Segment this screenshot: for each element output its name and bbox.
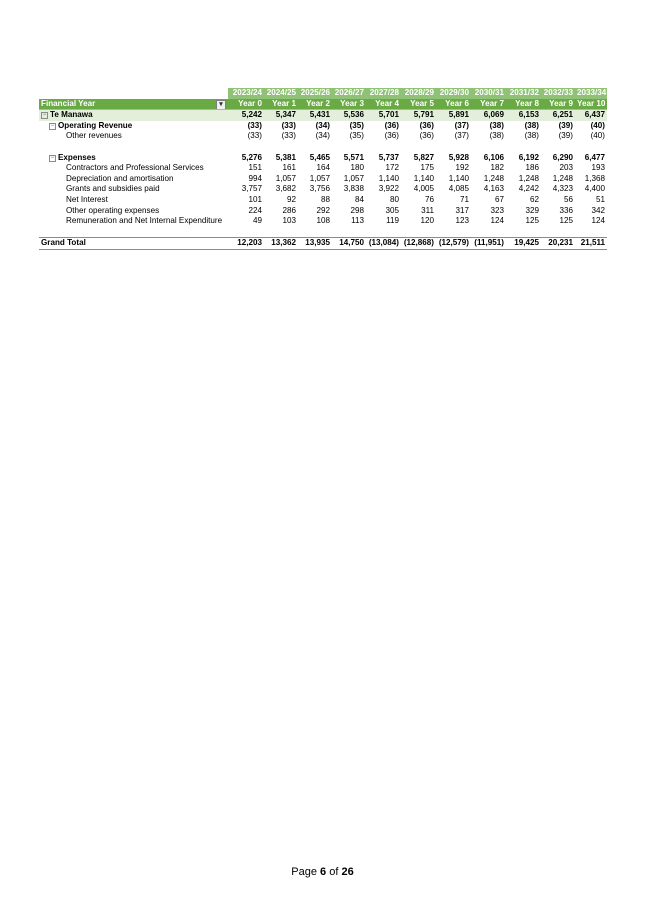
value-cell: (35) xyxy=(349,120,364,130)
value-cell: 92 xyxy=(286,194,296,204)
year-label: Year 5 xyxy=(401,99,436,110)
value-cell: 161 xyxy=(282,163,296,173)
year-label: Year 4 xyxy=(366,99,401,110)
spacer-row xyxy=(39,227,607,238)
value-cell: 298 xyxy=(350,205,364,215)
value-cell: 101 xyxy=(248,194,262,204)
page-total: 26 xyxy=(341,866,354,878)
value-cell: 180 xyxy=(350,163,364,173)
value-cell: 4,242 xyxy=(518,184,539,194)
value-cell: 4,400 xyxy=(584,184,605,194)
value-cell: 76 xyxy=(424,194,434,204)
row-label: Grants and subsidies paid xyxy=(66,184,160,194)
value-cell: 292 xyxy=(316,205,330,215)
value-cell: 3,756 xyxy=(309,184,330,194)
value-cell: 175 xyxy=(420,163,434,173)
value-cell: 6,477 xyxy=(584,152,605,162)
collapse-icon[interactable]: − xyxy=(50,154,55,161)
value-cell: 5,465 xyxy=(309,152,330,162)
value-cell: (39) xyxy=(558,131,573,141)
value-cell: 5,827 xyxy=(413,152,434,162)
collapse-icon[interactable]: − xyxy=(50,122,55,129)
value-cell: 119 xyxy=(386,216,399,226)
year-header: 2025/26 xyxy=(298,88,332,99)
value-cell: 317 xyxy=(455,205,469,215)
value-cell: 108 xyxy=(316,216,330,226)
value-cell: 14,750 xyxy=(332,238,366,250)
value-cell: 286 xyxy=(282,205,296,215)
year-label: Year 7 xyxy=(471,99,506,110)
value-cell: 5,701 xyxy=(366,110,401,121)
value-cell: 6,437 xyxy=(575,110,607,121)
table-row xyxy=(39,153,607,164)
value-cell: 56 xyxy=(563,194,573,204)
value-cell: 1,368 xyxy=(584,173,605,183)
value-cell: 224 xyxy=(248,205,262,215)
value-cell: 164 xyxy=(316,163,330,173)
value-cell: (11,951) xyxy=(471,238,506,250)
year-header: 2033/34 xyxy=(577,88,607,97)
value-cell: 1,248 xyxy=(518,173,539,183)
value-cell: (37) xyxy=(454,120,469,130)
value-cell: (38) xyxy=(524,120,539,130)
year-label: Year 1 xyxy=(264,99,298,110)
row-label xyxy=(39,110,228,121)
value-cell: (37) xyxy=(454,131,469,141)
value-cell: 4,005 xyxy=(413,184,434,194)
row-label: Remuneration and Net Internal Expenditure xyxy=(66,216,223,226)
value-cell: 1,248 xyxy=(483,173,504,183)
value-cell: 49 xyxy=(252,216,262,226)
value-cell: (13,084) xyxy=(366,238,401,250)
value-cell: 123 xyxy=(455,216,469,226)
value-cell: 113 xyxy=(351,216,364,226)
value-cell: (34) xyxy=(315,120,330,130)
value-cell: 305 xyxy=(385,205,399,215)
value-cell: 88 xyxy=(320,194,330,204)
spacer-row xyxy=(39,142,607,153)
table-row xyxy=(39,195,607,206)
value-cell: (38) xyxy=(489,120,504,130)
value-cell: 1,057 xyxy=(275,173,296,183)
value-cell: 4,163 xyxy=(483,184,504,194)
year-label: Year 0 xyxy=(228,99,264,110)
page-of: of xyxy=(326,866,342,878)
value-cell: 1,057 xyxy=(343,173,364,183)
value-cell: 323 xyxy=(490,205,504,215)
value-cell: 5,891 xyxy=(436,110,471,121)
table-row xyxy=(39,184,607,195)
row-label-text: Expenses xyxy=(58,152,96,162)
value-cell: (35) xyxy=(349,131,364,141)
value-cell: (34) xyxy=(315,131,330,141)
value-cell: 1,140 xyxy=(378,173,399,183)
value-cell: 13,362 xyxy=(264,238,298,250)
value-cell: 125 xyxy=(525,216,539,226)
value-cell: 103 xyxy=(282,216,296,226)
value-cell: 5,791 xyxy=(401,110,436,121)
year-header-row xyxy=(39,88,607,99)
value-cell: 1,140 xyxy=(448,173,469,183)
value-cell: 21,511 xyxy=(575,238,607,250)
value-cell: 3,682 xyxy=(275,184,296,194)
row-label: Other operating expenses xyxy=(66,205,160,215)
filter-sort-icon[interactable]: ▾ xyxy=(216,100,226,110)
value-cell: 329 xyxy=(525,205,539,215)
value-cell: 5,431 xyxy=(298,110,332,121)
year-header: 2026/27 xyxy=(332,88,366,99)
value-cell: (33) xyxy=(281,131,296,141)
value-cell: 3,838 xyxy=(343,184,364,194)
value-cell: 1,057 xyxy=(309,173,330,183)
value-cell: (33) xyxy=(247,131,262,141)
year-label: Year 2 xyxy=(298,99,332,110)
value-cell: 5,928 xyxy=(448,152,469,162)
value-cell: (12,868) xyxy=(401,238,436,250)
value-cell: 6,290 xyxy=(552,152,573,162)
year-header: 2024/25 xyxy=(264,88,298,99)
value-cell: 6,251 xyxy=(541,110,575,121)
value-cell: 172 xyxy=(385,163,399,173)
value-cell: (39) xyxy=(558,120,573,130)
value-cell: 4,085 xyxy=(448,184,469,194)
value-cell: 186 xyxy=(525,163,539,173)
value-cell: 3,922 xyxy=(378,184,399,194)
value-cell: 311 xyxy=(421,205,434,215)
value-cell: (36) xyxy=(384,131,399,141)
value-cell: (38) xyxy=(524,131,539,141)
value-cell: 80 xyxy=(389,194,399,204)
year-header: 2029/30 xyxy=(436,88,471,99)
year-label: Year 9 xyxy=(541,99,575,110)
year-label: Year 8 xyxy=(506,99,541,110)
header-corner xyxy=(39,88,228,99)
year-header: 2032/33 xyxy=(541,88,575,99)
page-footer xyxy=(0,866,645,878)
year-header: 2028/29 xyxy=(401,88,436,99)
value-cell: (33) xyxy=(281,120,296,130)
collapse-icon[interactable]: − xyxy=(42,112,47,119)
value-cell: 12,203 xyxy=(228,238,264,250)
value-cell: (40) xyxy=(590,120,605,130)
row-label: Net Interest xyxy=(66,194,108,204)
value-cell: 5,242 xyxy=(228,110,264,121)
row-label-text: Operating Revenue xyxy=(58,120,133,130)
table-row xyxy=(39,131,607,142)
value-cell: 62 xyxy=(529,194,539,204)
pivot-table xyxy=(39,88,607,250)
value-cell: 6,192 xyxy=(518,152,539,162)
value-cell: 120 xyxy=(420,216,434,226)
value-cell: 51 xyxy=(595,194,605,204)
value-cell: 20,231 xyxy=(541,238,575,250)
value-cell: 5,737 xyxy=(378,152,399,162)
value-cell: 67 xyxy=(494,194,504,204)
value-cell: 6,153 xyxy=(506,110,541,121)
value-cell: 192 xyxy=(455,163,469,173)
row-label-text: Te Manawa xyxy=(50,110,93,120)
year-header: 2023/24 xyxy=(228,88,264,99)
value-cell: 125 xyxy=(559,216,573,226)
row-label: Other revenues xyxy=(66,131,122,141)
page-prefix: Page xyxy=(291,866,321,878)
table-row xyxy=(39,216,607,227)
year-header: 2027/28 xyxy=(366,88,401,99)
year-header: 2030/31 xyxy=(471,88,506,99)
value-cell: 3,757 xyxy=(241,184,262,194)
value-cell: 342 xyxy=(591,205,605,215)
year-label-row xyxy=(39,99,607,110)
value-cell: 5,536 xyxy=(332,110,366,121)
year-header: 2031/32 xyxy=(506,88,541,99)
row-label: Contractors and Professional Services xyxy=(66,163,204,173)
value-cell: 5,571 xyxy=(343,152,364,162)
financial-year-header xyxy=(39,99,228,110)
row-label: Grand Total xyxy=(39,238,228,250)
value-cell: 13,935 xyxy=(298,238,332,250)
financial-year-label: Financial Year xyxy=(41,98,96,108)
value-cell: 124 xyxy=(490,216,504,226)
grand-total-row xyxy=(39,238,607,250)
value-cell: (36) xyxy=(419,131,434,141)
value-cell: 994 xyxy=(248,173,262,183)
value-cell: 5,276 xyxy=(241,152,262,162)
value-cell: 6,106 xyxy=(483,152,504,162)
value-cell: 71 xyxy=(459,194,469,204)
value-cell: 19,425 xyxy=(506,238,541,250)
table-row xyxy=(39,163,607,174)
value-cell: 5,381 xyxy=(275,152,296,162)
value-cell: (40) xyxy=(590,131,605,141)
page-number: 6 xyxy=(320,866,327,878)
value-cell: (33) xyxy=(247,120,262,130)
value-cell: 151 xyxy=(248,163,262,173)
value-cell: 1,248 xyxy=(552,173,573,183)
table-row xyxy=(39,110,607,121)
value-cell: 203 xyxy=(559,163,573,173)
value-cell: (38) xyxy=(489,131,504,141)
year-label: Year 10 xyxy=(575,99,607,110)
value-cell: 124 xyxy=(591,216,605,226)
row-label xyxy=(39,153,228,164)
value-cell: 84 xyxy=(354,194,364,204)
row-label: Depreciation and amortisation xyxy=(66,173,174,183)
value-cell: (12,579) xyxy=(436,238,471,250)
table-row xyxy=(39,121,607,132)
table-row xyxy=(39,174,607,185)
value-cell: 1,140 xyxy=(413,173,434,183)
value-cell: 4,323 xyxy=(552,184,573,194)
year-label: Year 3 xyxy=(332,99,366,110)
value-cell: 182 xyxy=(490,163,504,173)
table-row xyxy=(39,206,607,217)
year-label: Year 6 xyxy=(436,99,471,110)
value-cell: (36) xyxy=(419,120,434,130)
value-cell: 6,069 xyxy=(471,110,506,121)
value-cell: 5,347 xyxy=(264,110,298,121)
value-cell: 193 xyxy=(591,163,605,173)
value-cell: (36) xyxy=(384,120,399,130)
value-cell: 336 xyxy=(559,205,573,215)
row-label xyxy=(39,121,228,132)
